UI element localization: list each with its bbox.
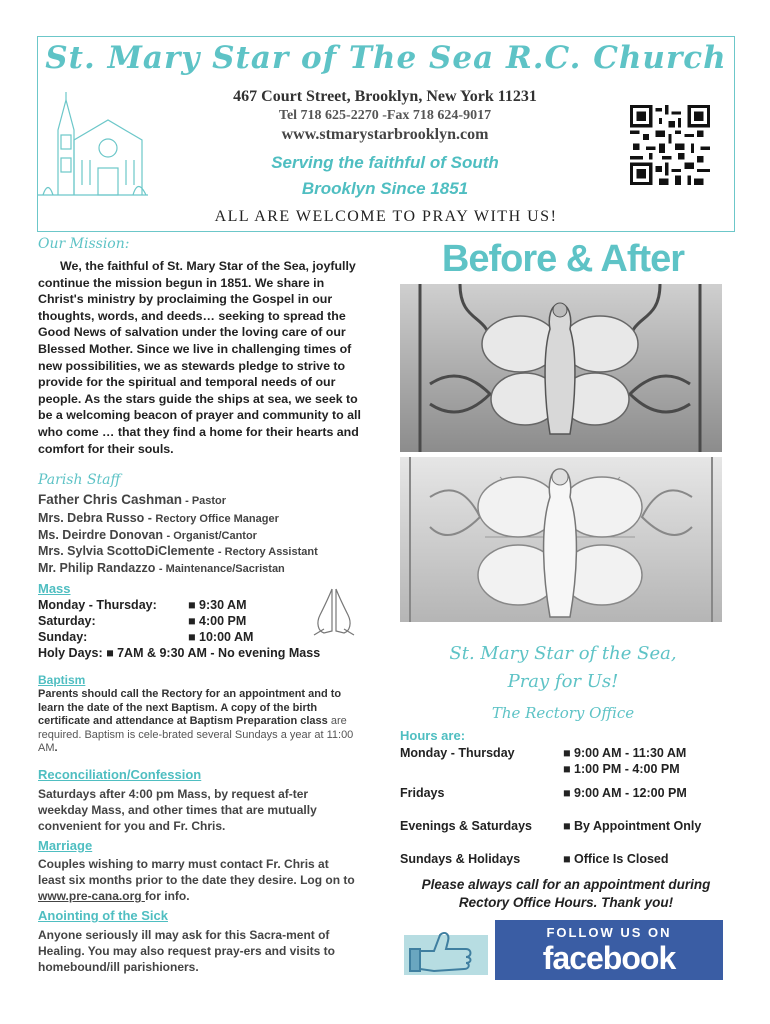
hours-heading: Hours are: (400, 728, 466, 743)
thumbs-up-icon (404, 927, 488, 979)
facebook-follow-box[interactable] (495, 920, 723, 980)
prayer-text (398, 640, 728, 696)
hours-row: Evenings & Saturdays ■ By Appointment Only (400, 819, 702, 833)
rectory-heading: The Rectory Office (491, 704, 635, 722)
appointment-note: Please always call for an appointment during Rectory Office Hours. Thank you! (421, 877, 711, 910)
mission-text: We, the faithful of St. Mary Star of the Sea, joyfully continue the mission begun in 1851. We share in Christ's ministry by proclaiming the Gospel in our thoughts, words, and deeds… seeking to spread the Good News of salvation under the loving care of our Blessed Mother. Since we live in challenging times of new possibilities, we as stewards pledge to strive to provide for the spiritual and temporal needs of our people. As the stars guide the ships at sea, we seek to be a welcoming beacon of prayer and community to all who come … that they find a home for their hearts and comfort for their souls. (38, 259, 361, 456)
hours-row: Sundays & Holidays ■ Office Is Closed (400, 852, 669, 866)
facebook-banner[interactable] (396, 913, 732, 985)
staff-list (38, 492, 398, 577)
hours-row: Fridays ■ 9:00 AM - 12:00 PM (400, 786, 687, 800)
welcome-banner: ALL ARE WELCOME TO PRAY WITH US! (214, 208, 558, 225)
church-website[interactable]: www.stmarystarbrooklyn.com (281, 126, 489, 143)
church-phone: Tel 718 625-2270 -Fax 718 624-9017 (278, 108, 492, 123)
before-photo (400, 284, 722, 452)
office-hours (400, 746, 730, 868)
mission-heading: Our Mission: (38, 236, 130, 252)
church-title: St. Mary Star of The Sea R.C. Church (45, 40, 727, 76)
baptism-heading: Baptism (38, 673, 86, 687)
church-illustration (38, 90, 148, 200)
mass-holy-days: Holy Days: ■ 7AM & 9:30 AM - No evening Mass (38, 646, 321, 660)
serving-tagline (190, 150, 580, 202)
before-after-title: Before & After (441, 238, 685, 280)
baptism-text: Parents should call the Rectory for an appointment and to learn the date of the next Baptism. A copy of the birth certificate and attendance at Baptism Preparation class are required. Baptism is cele-brated several Sundays a year at 11:00 AM. (38, 688, 354, 754)
mass-heading: Mass (38, 581, 71, 596)
hours-row: ■ 1:00 PM - 4:00 PM (563, 762, 680, 776)
praying-hands-icon (310, 585, 358, 637)
staff-member: Mrs. Sylvia ScottoDiClemente - Rectory Assistant (38, 544, 318, 558)
anointing-text: Anyone seriously ill may ask for this Sacra-ment of Healing. You may also request pray-ers and visits to homebound/ill parishioners. (38, 928, 335, 974)
serving-line-1: Serving the faithful of South (271, 153, 499, 172)
reconciliation-heading: Reconciliation/Confession (38, 767, 202, 782)
qr-code-icon[interactable] (630, 105, 710, 185)
prayer-line-1: St. Mary Star of the Sea, (449, 643, 677, 664)
mass-row: Monday - Thursday: ■ 9:30 AM (38, 598, 247, 612)
staff-heading: Parish Staff (38, 472, 121, 488)
pre-cana-link[interactable]: www.pre-cana.org (38, 889, 145, 903)
anointing-heading: Anointing of the Sick (38, 908, 168, 923)
facebook-follow-label: FOLLOW US ON (546, 925, 672, 940)
mass-row: Saturday: ■ 4:00 PM (38, 614, 247, 628)
staff-member: Mr. Philip Randazzo - Maintenance/Sacristan (38, 560, 285, 575)
facebook-logo-text: facebook (542, 940, 676, 976)
serving-line-2: Brooklyn Since 1851 (301, 179, 469, 198)
marriage-text: Couples wishing to marry must contact Fr. Chris at least six months prior to the date they desire. Log on to www.pre-cana.org for info. (38, 857, 355, 903)
reconciliation-text: Saturdays after 4:00 pm Mass, by request af-ter weekday Mass, and other times that are mutually convenient for you and Fr. Chris. (38, 787, 317, 833)
marriage-heading: Marriage (38, 838, 93, 853)
mass-row: Sunday: ■ 10:00 AM (38, 630, 254, 644)
after-photo (400, 457, 722, 622)
prayer-line-2: Pray for Us! (507, 671, 619, 692)
staff-member: Ms. Deirdre Donovan - Organist/Cantor (38, 527, 257, 542)
church-address: 467 Court Street, Brooklyn, New York 11231 (233, 88, 537, 105)
hours-row: Monday - Thursday ■ 9:00 AM - 11:30 AM (400, 746, 687, 760)
staff-member: Father Chris Cashman - Pastor (38, 492, 227, 507)
staff-member: Mrs. Debra Russo - Rectory Office Manager (38, 511, 279, 525)
